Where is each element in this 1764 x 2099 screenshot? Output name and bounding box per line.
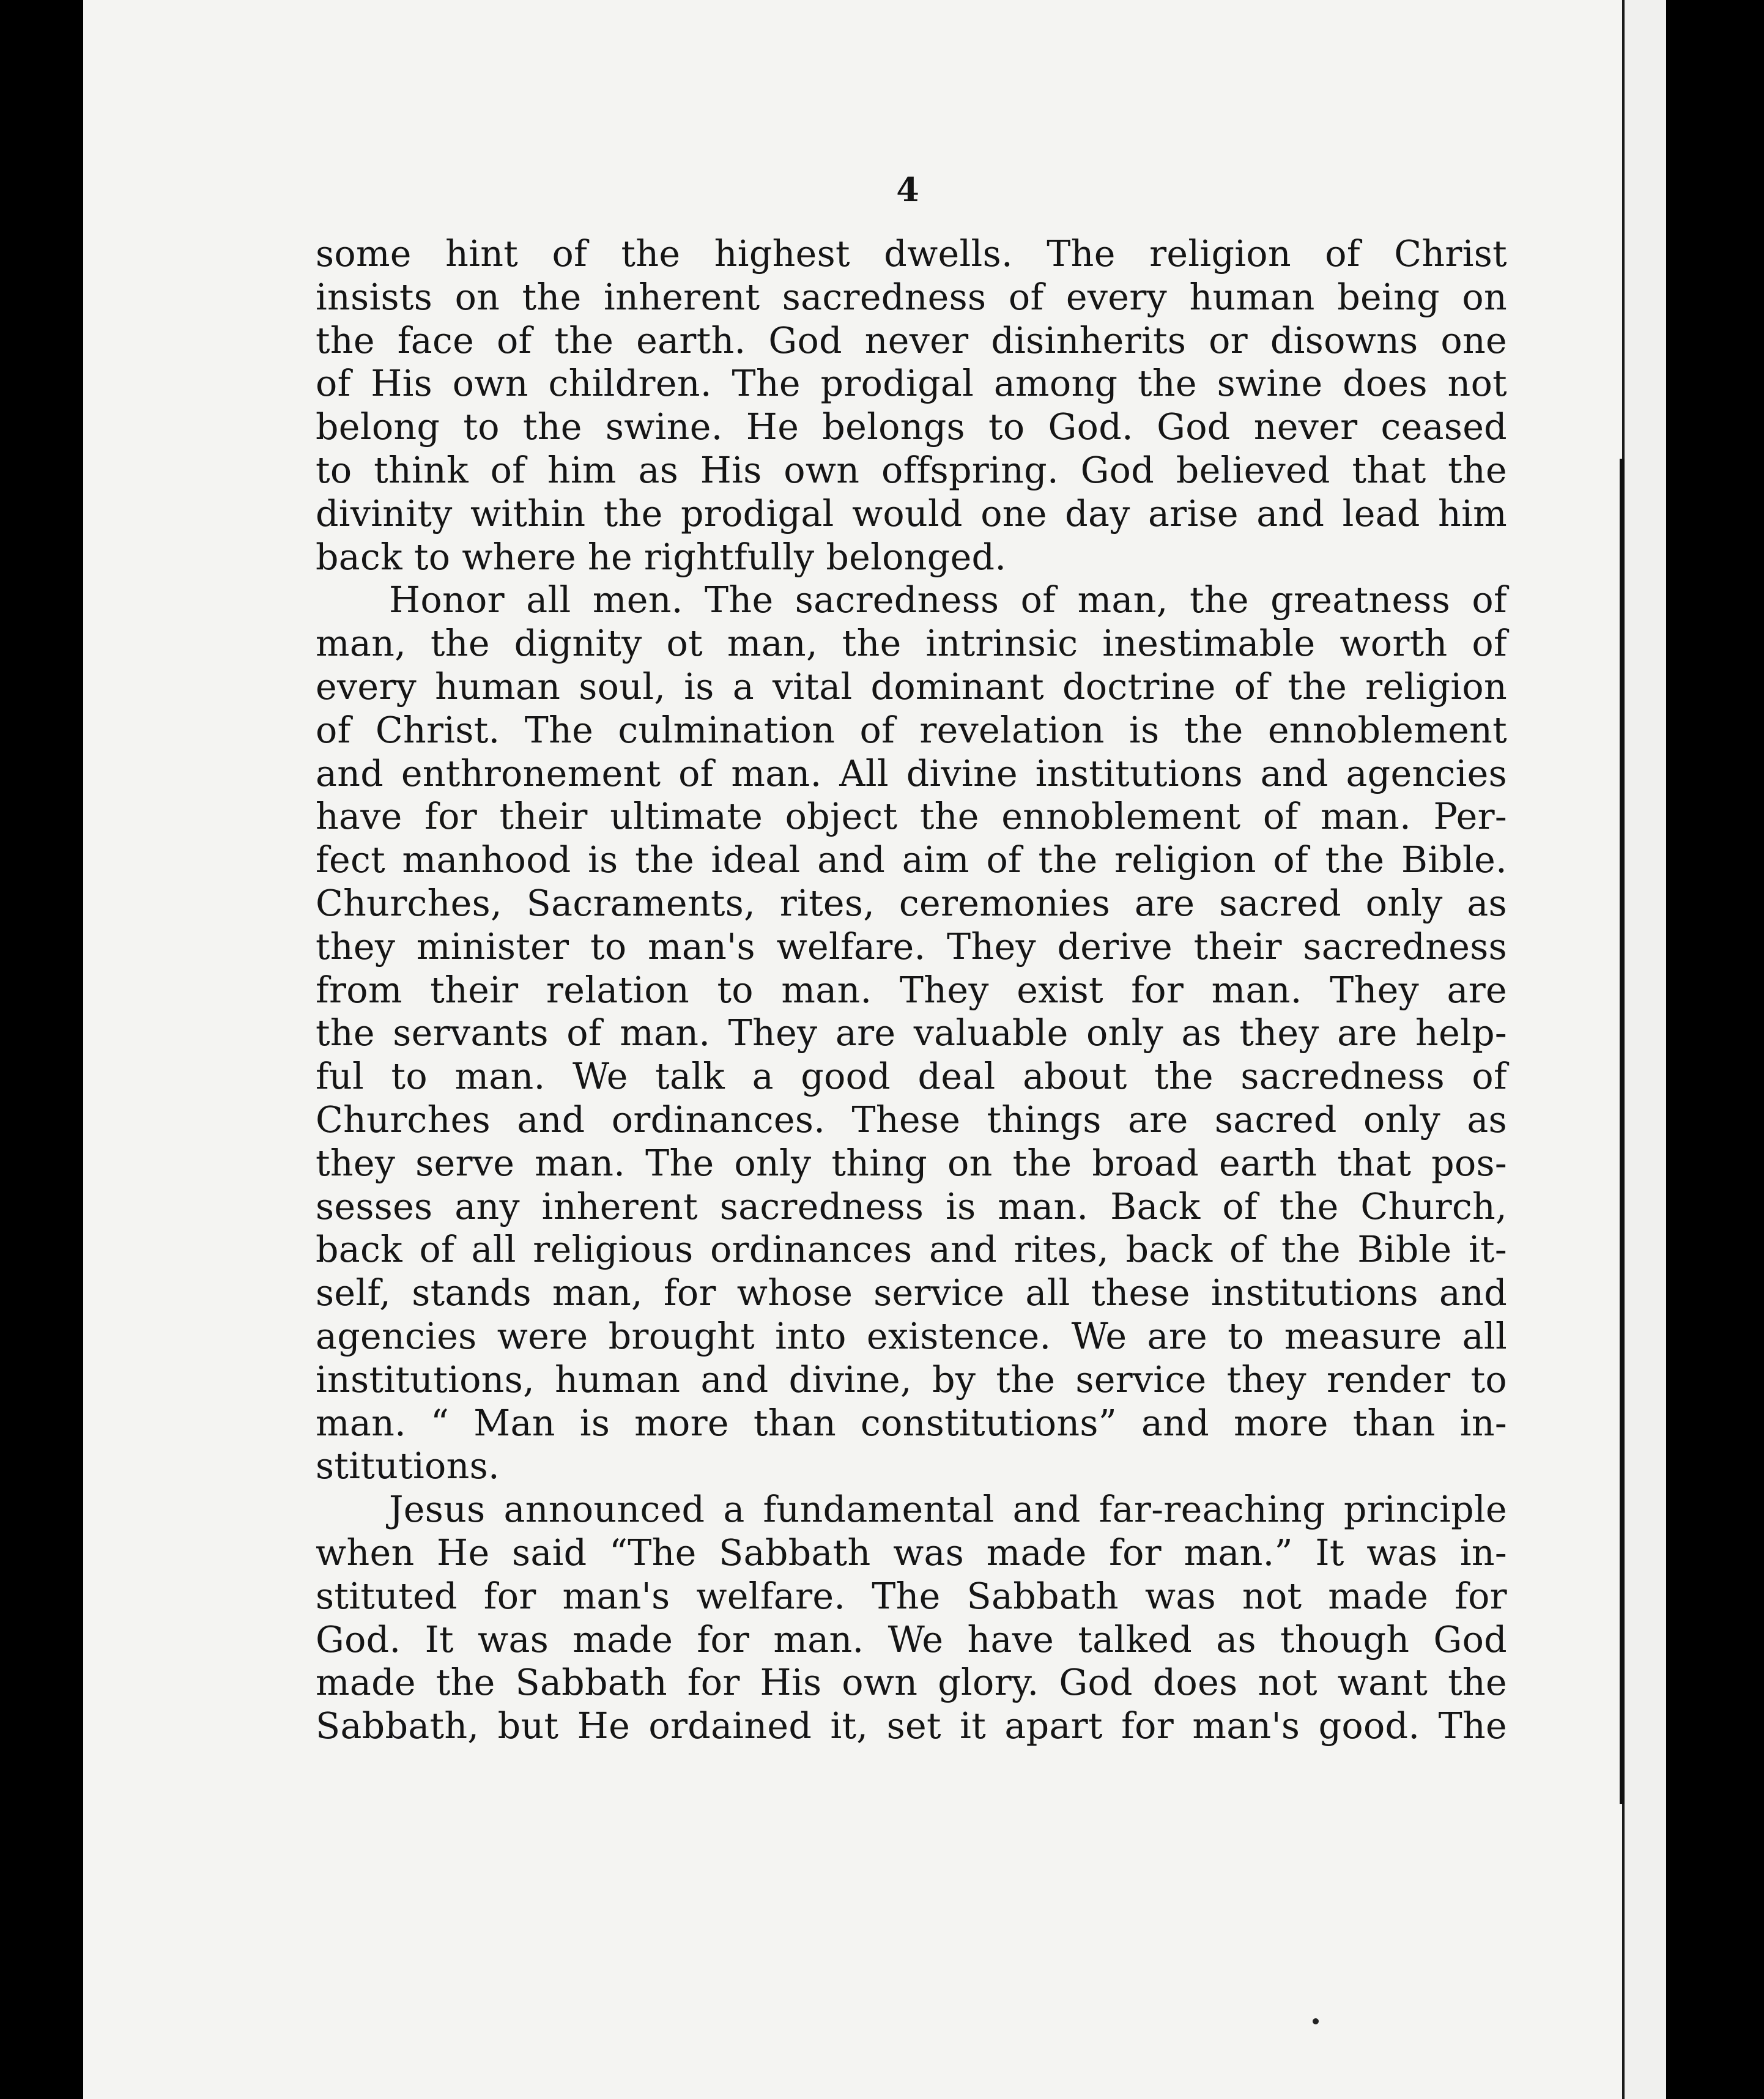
text-line: made the Sabbath for His own glory. God does not want the xyxy=(316,1662,1507,1704)
text-line: and enthronement of man. All divine institutions and agencies xyxy=(316,752,1507,794)
text-line: ful to man. We talk a good deal about the sacredness of xyxy=(316,1056,1507,1098)
text-line: Jesus announced a fundamental and far-reaching principle xyxy=(389,1489,1507,1531)
text-line: some hint of the highest dwells. The religion of Christ xyxy=(316,233,1507,275)
text-line: of Christ. The culmination of revelation is the ennoblement xyxy=(316,709,1507,751)
text-line: man, the dignity ot man, the intrinsic inestimable worth of xyxy=(316,623,1507,665)
text-line: agencies were brought into existence. We are to measure all xyxy=(316,1315,1507,1357)
text-line: Sabbath, but He ordained it, set it apart for man's good. The xyxy=(316,1705,1507,1747)
paragraph-1 xyxy=(316,232,1507,579)
text-line: Churches and ordinances. These things are sacred only as xyxy=(316,1098,1507,1141)
text-line: they serve man. The only thing on the broad earth that pos- xyxy=(316,1142,1507,1184)
text-line: insists on the inherent sacredness of every human being on xyxy=(316,276,1507,318)
text-line: back of all religious ordinances and rites, back of the Bible it- xyxy=(316,1229,1507,1271)
scan-speck xyxy=(1313,2018,1319,2024)
text-line: sesses any inherent sacredness is man. Back of the Church, xyxy=(316,1185,1507,1227)
text-line: they minister to man's welfare. They derive their sacredness xyxy=(316,925,1507,968)
text-line: God. It was made for man. We have talked as though God xyxy=(316,1618,1507,1660)
text-line: Honor all men. The sacredness of man, the greatness of xyxy=(389,579,1507,621)
text-line: belong to the swine. He belongs to God. God never ceased xyxy=(316,406,1507,448)
text-line: have for their ultimate object the ennoblement of man. Per- xyxy=(316,796,1507,838)
text-line: back to where he rightfully belonged. xyxy=(316,536,1007,578)
adjacent-page-edge xyxy=(1625,0,1666,2099)
text-line: every human soul, is a vital dominant doctrine of the religion xyxy=(316,665,1507,708)
text-line: of His own children. The prodigal among the swine does not xyxy=(316,363,1507,405)
text-line: divinity within the prodigal would one day arise and lead him xyxy=(316,492,1507,535)
text-line: to think of him as His own offspring. God believed that the xyxy=(316,449,1507,491)
text-line: fect manhood is the ideal and aim of the religion of the Bible. xyxy=(316,839,1507,881)
text-line: the face of the earth. God never disinherits or disowns one xyxy=(316,319,1507,361)
paragraph-3 xyxy=(316,1488,1507,1748)
text-line: stitutions. xyxy=(316,1445,500,1487)
text-line: from their relation to man. They exist for man. They are xyxy=(316,969,1507,1011)
body-text xyxy=(316,232,1507,1748)
text-line: stituted for man's welfare. The Sabbath was not made for xyxy=(316,1575,1507,1617)
text-line: man. “ Man is more than constitutions” and more than in- xyxy=(316,1402,1507,1444)
text-line: when He said “The Sabbath was made for man.” It was in- xyxy=(316,1531,1507,1574)
page-number: 4 xyxy=(896,170,919,209)
text-line: self, stands man, for whose service all these institutions and xyxy=(316,1272,1507,1314)
book-page xyxy=(83,0,1625,2099)
text-line: institutions, human and divine, by the service they render to xyxy=(316,1358,1507,1401)
paragraph-2 xyxy=(316,579,1507,1488)
text-line: Churches, Sacraments, rites, ceremonies are sacred only as xyxy=(316,882,1507,924)
text-line: the servants of man. They are valuable only as they are help- xyxy=(316,1012,1507,1054)
